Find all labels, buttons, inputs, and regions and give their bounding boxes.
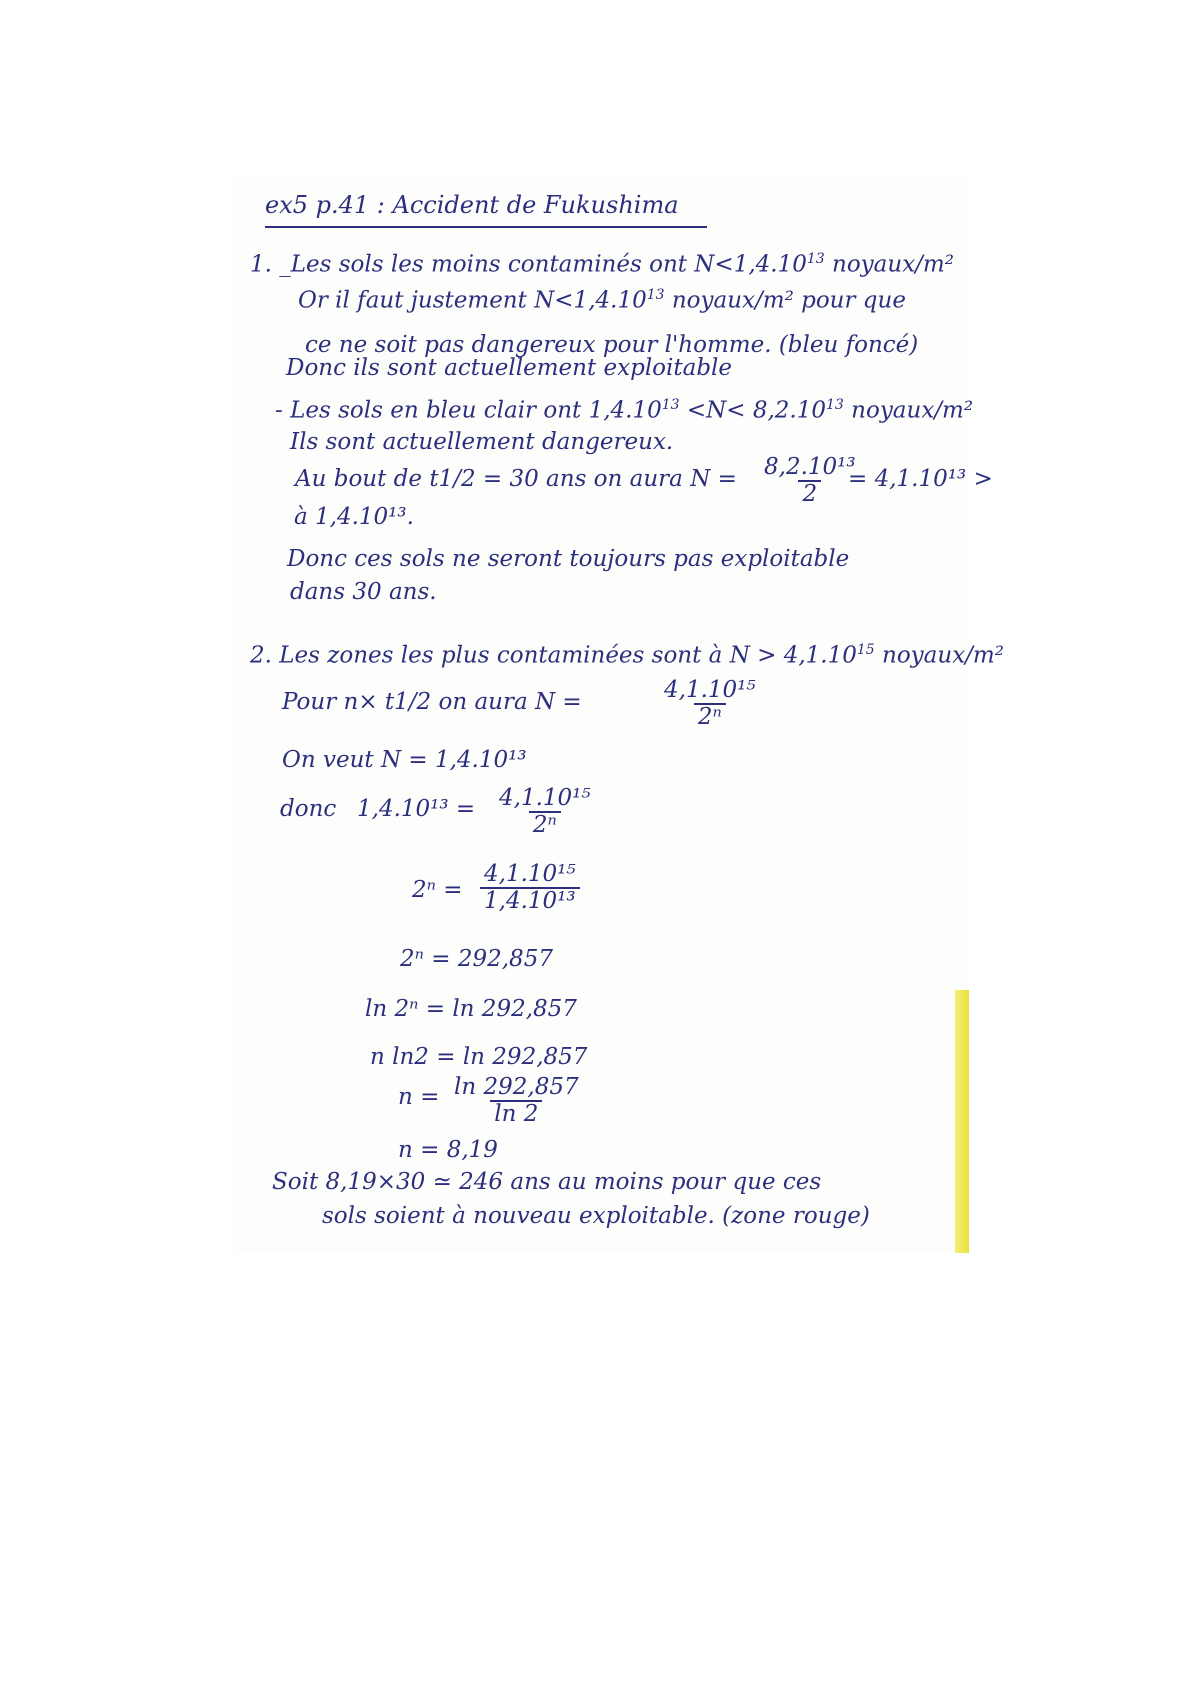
s1-line7-result: = 4,1.10¹³ >: [848, 466, 993, 492]
s2-line2-denominator: 2ⁿ: [694, 703, 726, 730]
s2-line3: On veut N = 1,4.10¹³: [282, 747, 527, 773]
s1-line2-text: Or il faut justement N<1,4.10: [298, 287, 647, 314]
s1-line2-unit: noyaux/m² pour que: [664, 287, 906, 314]
s2-line9-numerator: ln 292,857: [454, 1074, 579, 1100]
s2-line2-fraction: [660, 678, 760, 731]
s1-line4: Donc ils sont actuellement exploitable: [286, 355, 733, 381]
s1-line5: [275, 398, 973, 424]
s1-line1: [250, 252, 954, 278]
s1-line1-text: 1. _Les sols les moins contaminés ont N<1,4.10: [250, 251, 807, 278]
s2-line4-numerator: 4,1.10¹⁵: [499, 785, 591, 811]
s1-line5-mid: <N< 8,2.10: [679, 397, 827, 424]
s2-line1: [250, 643, 1004, 669]
s2-line11: Soit 8,19×30 ≃ 246 ans au moins pour que ces: [272, 1169, 822, 1195]
s2-line5-numerator: 4,1.10¹⁵: [484, 861, 576, 887]
s1-line5-unit: noyaux/m²: [843, 397, 974, 424]
s2-line5-fraction: [480, 862, 580, 915]
s2-line5-lhs: 2ⁿ =: [412, 877, 463, 903]
s2-line2: Pour n× t1/2 on aura N =: [282, 689, 582, 715]
s1-line7-fraction: [760, 455, 860, 508]
s1-line10: dans 30 ans.: [290, 579, 437, 605]
s2-line1-text: 2. Les zones les plus contaminées sont à N > 4,1.10: [250, 642, 857, 669]
s1-line5-exponent: 13: [661, 397, 680, 413]
s1-line2: [298, 288, 906, 314]
s2-line8: n ln2 = ln 292,857: [370, 1044, 588, 1070]
s1-line7-numerator: 8,2.10¹³: [764, 454, 856, 480]
s2-line5-denominator: 1,4.10¹³: [480, 887, 580, 914]
s2-line9-denominator: ln 2: [490, 1100, 542, 1127]
s1-line2-exponent: 13: [646, 287, 665, 303]
s1-line8: à 1,4.10¹³.: [294, 504, 414, 530]
s1-line1-unit: noyaux/m²: [824, 251, 954, 278]
document-title: ex5 p.41 : Accident de Fukushima: [265, 191, 679, 219]
title-underline: [265, 226, 707, 228]
s1-line6: Ils sont actuellement dangereux.: [290, 429, 674, 455]
s2-line1-exponent: 15: [856, 642, 875, 658]
s1-line1-exponent: 13: [806, 251, 825, 267]
s2-line1-unit: noyaux/m²: [874, 642, 1004, 669]
s2-line9-lhs: n =: [398, 1084, 440, 1110]
s2-line9-fraction: [450, 1075, 583, 1128]
s1-line7-denominator: 2: [798, 480, 821, 507]
s2-line4-denominator: 2ⁿ: [529, 811, 561, 838]
s2-line4-fraction: [495, 786, 595, 839]
s2-line4-label: donc: [280, 796, 337, 822]
s2-line6: 2ⁿ = 292,857: [400, 946, 553, 972]
s2-line7: ln 2ⁿ = ln 292,857: [365, 996, 577, 1022]
s2-line12: sols soient à nouveau exploitable. (zone rouge): [322, 1203, 870, 1229]
s2-line10: n = 8,19: [398, 1137, 498, 1163]
s2-line2-numerator: 4,1.10¹⁵: [664, 677, 756, 703]
s1-line3: ce ne soit pas dangereux pour l'homme. (bleu foncé): [305, 332, 919, 358]
s1-line5-text: - Les sols en bleu clair ont 1,4.10: [275, 397, 662, 424]
s1-line9: Donc ces sols ne seront toujours pas exploitable: [287, 546, 850, 572]
s1-line5-exponent2: 13: [826, 397, 844, 413]
s2-line4-lhs: 1,4.10¹³ =: [357, 796, 476, 822]
s1-line7: Au bout de t1/2 = 30 ans on aura N =: [295, 466, 737, 492]
yellow-page-edge: [955, 990, 969, 1253]
